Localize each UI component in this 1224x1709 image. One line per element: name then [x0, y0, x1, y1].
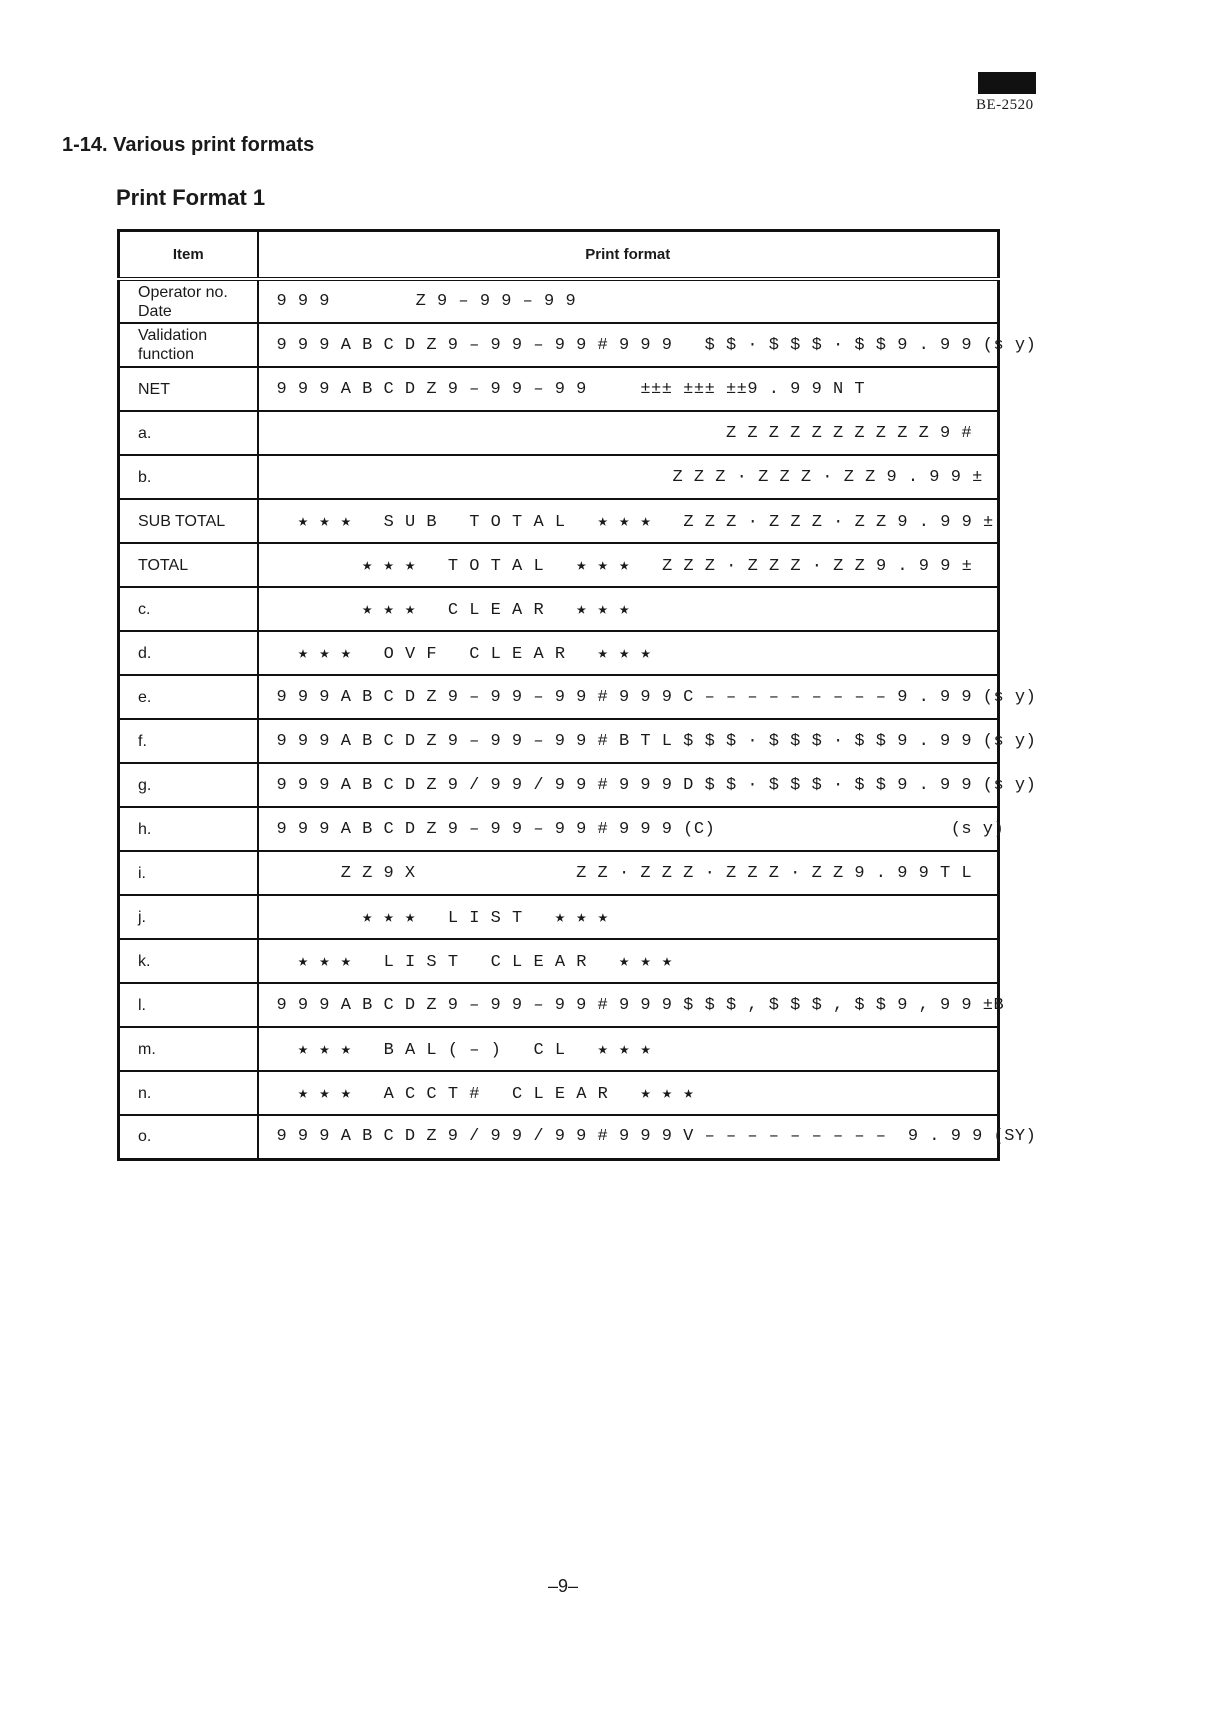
table-row [119, 675, 999, 719]
item-cell: k. [119, 939, 258, 983]
item-cell: b. [119, 455, 258, 499]
format-cell: ★ ★ ★ S U B T O T A L ★ ★ ★ Z Z Z · Z Z Z · Z Z 9 . 9 9 ± [258, 499, 999, 543]
item-cell: d. [119, 631, 258, 675]
item-cell: l. [119, 983, 258, 1027]
table-row [119, 1027, 999, 1071]
table-row [119, 851, 999, 895]
item-cell: c. [119, 587, 258, 631]
item-cell: NET [119, 367, 258, 411]
item-cell: a. [119, 411, 258, 455]
format-cell: ★ ★ ★ A C C T # C L E A R ★ ★ ★ [258, 1071, 999, 1115]
item-cell: Validation function [119, 323, 258, 367]
table-row [119, 1071, 999, 1115]
item-cell: o. [119, 1115, 258, 1159]
format-cell: 9 9 9 A B C D Z 9 – 9 9 – 9 9 # 9 9 9 C – – – – – – – – – 9 . 9 9 (s y) [258, 675, 999, 719]
table-row [119, 631, 999, 675]
format-cell: ★ ★ ★ B A L ( – ) C L ★ ★ ★ [258, 1027, 999, 1071]
table-row [119, 499, 999, 543]
format-cell: 9 9 9 A B C D Z 9 – 9 9 – 9 9 # B T L $ $ $ · $ $ $ · $ $ 9 . 9 9 (s y) [258, 719, 999, 763]
table-row [119, 323, 999, 367]
item-cell: n. [119, 1071, 258, 1115]
format-cell: 9 9 9 A B C D Z 9 – 9 9 – 9 9 # 9 9 9 $ $ · $ $ $ · $ $ 9 . 9 9 (s y) [258, 323, 999, 367]
item-cell: SUB TOTAL [119, 499, 258, 543]
format-cell: ★ ★ ★ T O T A L ★ ★ ★ Z Z Z · Z Z Z · Z Z 9 . 9 9 ± [258, 543, 999, 587]
item-cell: g. [119, 763, 258, 807]
format-cell: ★ ★ ★ C L E A R ★ ★ ★ [258, 587, 999, 631]
table-row [119, 411, 999, 455]
table-row [119, 543, 999, 587]
table-header-row [119, 231, 999, 280]
table-row [119, 807, 999, 851]
table-row [119, 279, 999, 323]
page-number: –9– [548, 1576, 579, 1596]
format-cell: 9 9 9 A B C D Z 9 / 9 9 / 9 9 # 9 9 9 V – – – – – – – – – 9 . 9 9 (SY) [258, 1115, 999, 1159]
format-cell: 9 9 9 A B C D Z 9 / 9 9 / 9 9 # 9 9 9 D $ $ · $ $ $ · $ $ 9 . 9 9 (s y) [258, 763, 999, 807]
table-row [119, 455, 999, 499]
table-row [119, 587, 999, 631]
section-title: 1-14. Various print formats [62, 134, 315, 156]
table-row [119, 939, 999, 983]
table-row [119, 1115, 999, 1159]
header-print-format: Print format [258, 231, 999, 280]
print-format-table [117, 229, 1037, 1161]
format-cell: 9 9 9 A B C D Z 9 – 9 9 – 9 9 ±±± ±±± ±±9 . 9 9 N T [258, 367, 999, 411]
format-cell: 9 9 9 A B C D Z 9 – 9 9 – 9 9 # 9 9 9 $ $ $ , $ $ $ , $ $ 9 , 9 9 ±B [258, 983, 999, 1027]
header-item: Item [119, 231, 258, 280]
table-row [119, 719, 999, 763]
corner-marker [978, 72, 1036, 94]
format-cell: 9 9 9 Z 9 – 9 9 – 9 9 [258, 279, 999, 323]
format-cell: ★ ★ ★ L I S T ★ ★ ★ [258, 895, 999, 939]
format-cell: 9 9 9 A B C D Z 9 – 9 9 – 9 9 # 9 9 9 (C) (s y) [258, 807, 999, 851]
subtitle: Print Format 1 [116, 185, 266, 210]
table-row [119, 367, 999, 411]
format-cell: ★ ★ ★ L I S T C L E A R ★ ★ ★ [258, 939, 999, 983]
model-number: BE-2520 [976, 97, 1034, 113]
table-row [119, 763, 999, 807]
item-cell: f. [119, 719, 258, 763]
item-cell: h. [119, 807, 258, 851]
item-cell: j. [119, 895, 258, 939]
table-row [119, 983, 999, 1027]
item-cell: Operator no. Date [119, 279, 258, 323]
table-row [119, 895, 999, 939]
item-cell: i. [119, 851, 258, 895]
item-cell: e. [119, 675, 258, 719]
format-cell: Z Z Z Z Z Z Z Z Z Z 9 # [258, 411, 999, 455]
item-cell: TOTAL [119, 543, 258, 587]
format-cell: Z Z 9 X Z Z · Z Z Z · Z Z Z · Z Z 9 . 9 9 T L [258, 851, 999, 895]
format-cell: Z Z Z · Z Z Z · Z Z 9 . 9 9 ± [258, 455, 999, 499]
item-cell: m. [119, 1027, 258, 1071]
format-cell: ★ ★ ★ O V F C L E A R ★ ★ ★ [258, 631, 999, 675]
